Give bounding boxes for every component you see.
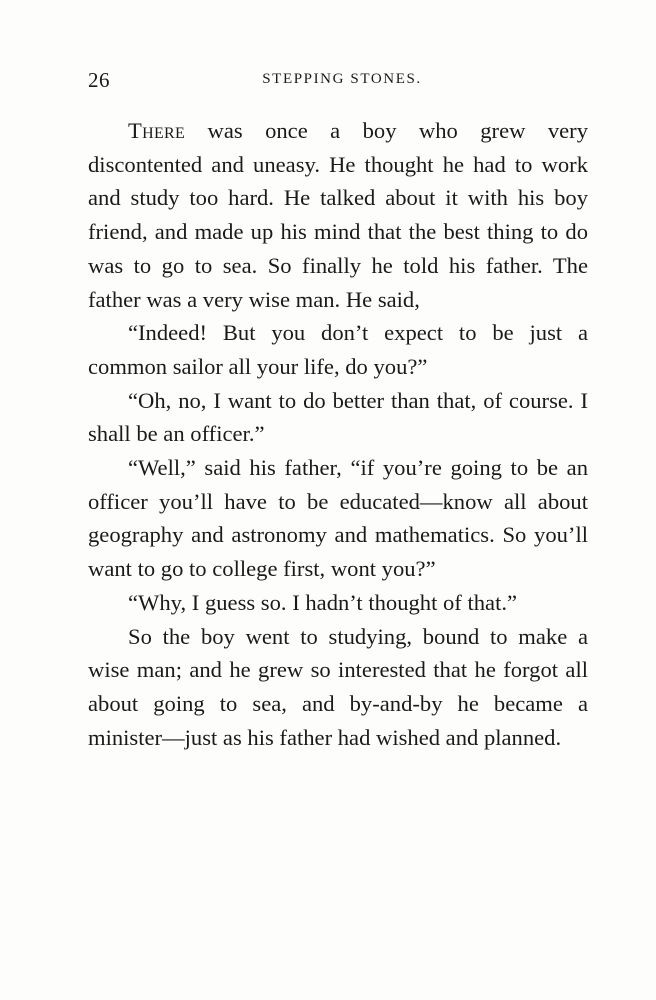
paragraph: “Why, I guess so. I hadn’t thought of that.” bbox=[128, 589, 518, 615]
page-number: 26 bbox=[88, 68, 110, 92]
paragraph bbox=[88, 114, 588, 316]
running-title: STEPPING STONES. bbox=[262, 71, 422, 87]
opening-word: There bbox=[128, 118, 186, 143]
paragraph: “Well,” said his father, “if you’re going to be an officer you’ll have to be educated—know all about geography and astronomy and mathematics. So you’ll want to go to college first, wont you?” bbox=[88, 455, 588, 582]
paragraph: “Oh, no, I want to do better than that, of course. I shall be an officer.” bbox=[88, 387, 588, 447]
paragraph: “Indeed! But you don’t expect to be just a common sailor all your life, do you?” bbox=[88, 320, 588, 379]
body-text bbox=[88, 114, 588, 754]
running-head bbox=[88, 68, 588, 98]
paragraph-text: was once a boy who grew very discontented and uneasy. He thought he had to work and study too hard. He talked about it with his boy friend, and made up his mind that the best thing to do was to go to sea. So finally he told his father. The father was a very wise man. He said, bbox=[88, 118, 588, 312]
paragraph: So the boy went to studying, bound to make a wise man; and he grew so interested that he forgot all about going to sea, and by-and-by he became a minister—just as his father had wished and planned. bbox=[88, 623, 588, 750]
